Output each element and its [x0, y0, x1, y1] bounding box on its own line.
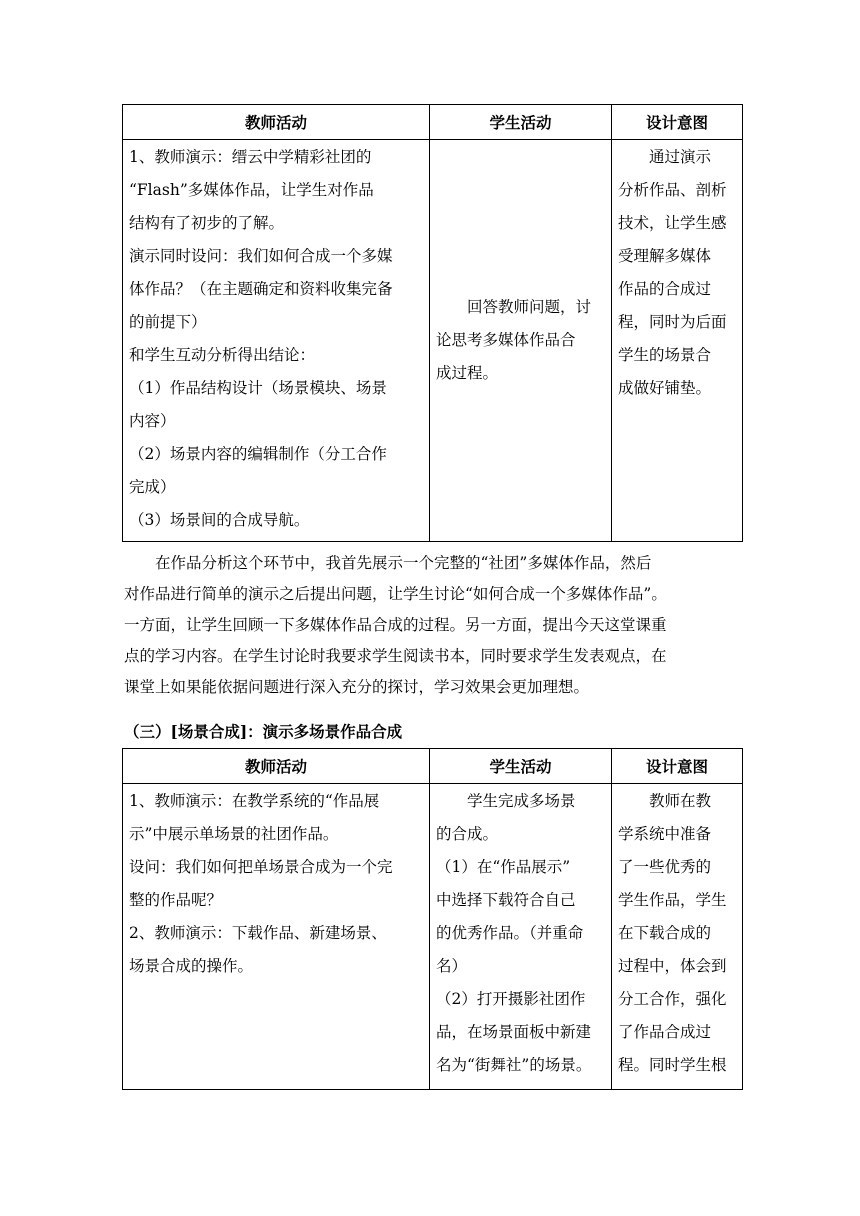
paragraph-line: 课堂上如果能依据问题进行深入充分的探讨，学习效果会更加理想。 [124, 678, 590, 696]
section-heading: （三）[场景合成]：演示多场景作品合成 [124, 722, 403, 741]
text-line: 中选择下载符合自己 [436, 891, 576, 909]
text-line: 1、教师演示：在教学系统的“作品展 [129, 792, 380, 810]
header-teacher-activity: 教师活动 [123, 105, 430, 140]
paragraph-line: 点的学习内容。在学生讨论时我要求学生阅读书本，同时要求学生发表观点，在 [124, 647, 667, 665]
text-line: 示”中展示单场景的社团作品。 [129, 825, 339, 843]
text-line: 内容） [129, 412, 176, 430]
text-line: 论思考多媒体作品合 [436, 331, 576, 349]
text-line: 通过演示 [649, 148, 712, 166]
text-line: 设问：我们如何把单场景合成为一个完 [129, 858, 393, 876]
text-line: 的合成。 [436, 825, 499, 843]
table-row [123, 140, 743, 542]
table-header-row [123, 105, 743, 140]
text-line: 演示同时设问：我们如何合成一个多媒 [129, 247, 393, 265]
text-line: 教师在教 [649, 792, 712, 810]
table-row [123, 784, 743, 1090]
text-line: 结构有了初步的了解。 [129, 214, 285, 232]
text-line: 了一些优秀的 [618, 858, 712, 876]
text-line: 体作品？（在主题确定和资料收集完备 [129, 280, 393, 298]
student-activity-cell [430, 140, 612, 542]
text-line: 了作品合成过 [618, 1023, 712, 1041]
text-line: 整的作品呢？ [129, 891, 223, 909]
text-line: （2）打开摄影社团作 [436, 990, 586, 1008]
design-table-1 [122, 104, 743, 542]
student-activity-cell [430, 784, 612, 1090]
header-design-intent: 设计意图 [612, 749, 743, 784]
design-intent-cell [612, 784, 743, 1090]
text-line: （1）作品结构设计（场景模块、场景 [129, 379, 387, 397]
text-line: 在下载合成的 [618, 924, 712, 942]
text-line: 成过程。 [436, 364, 499, 382]
text-line: 学系统中准备 [618, 825, 712, 843]
text-line: （2）场景内容的编辑制作（分工合作 [129, 445, 387, 463]
text-line: 名） [436, 957, 468, 975]
header-teacher-activity: 教师活动 [123, 749, 430, 784]
text-line: 成做好铺垫。 [618, 379, 712, 397]
text-line: 程。同时学生根 [618, 1056, 727, 1074]
text-line: 分析作品、剖析 [618, 181, 727, 199]
text-line: 的优秀作品。（并重命 [436, 924, 584, 942]
header-design-intent: 设计意图 [612, 105, 743, 140]
text-line: 学生作品，学生 [618, 891, 727, 909]
design-table-2 [122, 748, 743, 1090]
text-line: 作品的合成过 [618, 280, 712, 298]
teacher-activity-cell [123, 784, 430, 1090]
header-student-activity: 学生活动 [430, 749, 612, 784]
text-line: 学生的场景合 [618, 346, 712, 364]
text-line: 分工合作，强化 [618, 990, 727, 1008]
text-line: 受理解多媒体 [618, 247, 712, 265]
analysis-paragraph [124, 548, 744, 703]
text-line: 名为“街舞社”的场景。 [436, 1056, 592, 1074]
text-line: 1、教师演示：缙云中学精彩社团的 [129, 148, 372, 166]
paragraph-line: 在作品分析这个环节中，我首先展示一个完整的“社团”多媒体作品，然后 [155, 554, 652, 572]
text-line: 学生完成多场景 [467, 792, 576, 810]
text-line: 的前提下） [129, 313, 207, 331]
design-intent-cell [612, 140, 743, 542]
text-line: 场景合成的操作。 [129, 957, 254, 975]
text-line: 完成） [129, 478, 176, 496]
text-line: 技术，让学生感 [618, 214, 727, 232]
text-line: “Flash”多媒体作品，让学生对作品 [129, 181, 374, 199]
text-line: 程，同时为后面 [618, 313, 727, 331]
paragraph-line: 对作品进行简单的演示之后提出问题，让学生讨论“如何合成一个多媒体作品”。 [124, 585, 667, 603]
text-line: 过程中，体会到 [618, 957, 727, 975]
text-line: 2、教师演示：下载作品、新建场景、 [129, 924, 387, 942]
text-line: （1）在“作品展示” [436, 858, 571, 876]
paragraph-line: 一方面，让学生回顾一下多媒体作品合成的过程。另一方面，提出今天这堂课重 [124, 616, 667, 634]
teacher-activity-cell [123, 140, 430, 542]
text-line: （3）场景间的合成导航。 [129, 511, 310, 529]
table-header-row [123, 749, 743, 784]
text-line: 回答教师问题，讨 [467, 298, 592, 316]
text-line: 品，在场景面板中新建 [436, 1023, 592, 1041]
text-line: 和学生互动分析得出结论： [129, 346, 316, 364]
header-student-activity: 学生活动 [430, 105, 612, 140]
